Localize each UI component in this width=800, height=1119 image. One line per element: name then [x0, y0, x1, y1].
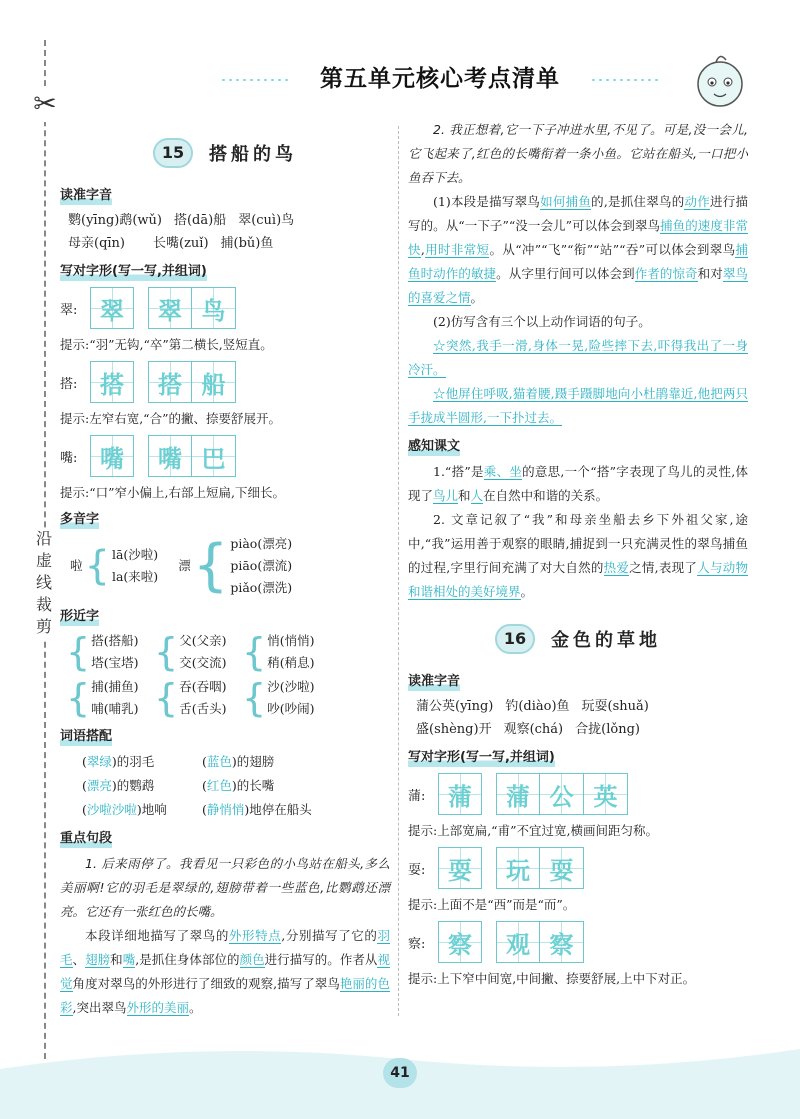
section-pronounce: 读准字音 — [408, 670, 460, 691]
write-hint: 提示:上面不是“西”而是“而”。 — [408, 897, 576, 912]
page-title: 第五单元核心考点清单 — [320, 65, 560, 92]
lesson-15-heading — [60, 128, 390, 178]
lesson-16-heading — [408, 614, 748, 664]
duoyin-group: 啦 { lā(沙啦) la(来啦) 漂 { piào(漂亮) piāo(漂流) piǎo(漂洗) — [70, 533, 293, 598]
header-dots-right — [590, 78, 660, 82]
char-cell: 察 — [438, 921, 482, 963]
question-2: (2)仿写含有三个以上动作词语的句子。 — [433, 314, 651, 329]
write-hint: 提示:“羽”无钩,“卒”第二横长,竖短直。 — [60, 337, 273, 352]
lesson-title: 金色的草地 — [551, 630, 661, 651]
section-key: 重点句段 — [60, 827, 112, 848]
write-hint: 提示:上部宽扁,“甫”不宜过宽,横画间距匀称。 — [408, 823, 658, 838]
char-cell: 船 — [192, 361, 236, 403]
page-header — [220, 62, 660, 96]
char-cell: 耍 — [438, 847, 482, 889]
brace-icon: { — [66, 630, 91, 674]
lesson-title: 搭船的鸟 — [209, 144, 297, 165]
question-1: (1)本段是描写翠鸟如何捕鱼的,是抓住翠鸟的动作进行描写的。从“一下子”“没一会儿”可以体会到翠鸟捕鱼的速度非常快,用时非常短。从“冲”“飞”“衔”“站”“吞”可以体会到翠鸟捕鱼时动作的敏捷。从字里行间可以体会到作者的惊奇和对翠鸟的喜爱之情。 — [408, 194, 748, 305]
brace-icon: { — [192, 533, 229, 598]
answer-sentence-1: ☆突然,我手一滑,身体一晃,险些摔下去,吓得我出了一身冷汗。 — [408, 338, 748, 377]
char-cell: 蒲 — [438, 773, 482, 815]
key-paragraph-1: 1. 后来雨停了。我看见一只彩色的小鸟站在船头,多么美丽啊!它的羽毛是翠绿的,翅膀带着一些蓝色,比鹦鹉还漂亮。它还有一张红色的长嘴。 — [60, 856, 390, 919]
lesson-number: 16 — [495, 624, 535, 654]
write-hint: 提示:上下窄中间宽,中间撇、捺要舒展,上中下对正。 — [408, 971, 696, 986]
section-ciyu: 词语搭配 — [60, 725, 112, 746]
write-hint: 提示:“口”窄小偏上,右部上短扁,下细长。 — [60, 485, 285, 500]
brace-icon: { — [84, 543, 110, 589]
ciyu-list: (翠绿)的羽毛 (蓝色)的翅膀 (漂亮)的鹦鹉 (红色)的长嘴 (沙啦沙啦)地响 (静悄悄)地停在船头 — [82, 754, 312, 817]
char-cell: 公 — [540, 773, 584, 815]
char-cell: 玩 — [496, 847, 540, 889]
char-cell: 蒲 — [496, 773, 540, 815]
char-cell: 英 — [584, 773, 628, 815]
section-write: 写对字形(写一写,并组词) — [60, 260, 207, 281]
write-row: 耍: 耍 玩 耍 — [408, 847, 748, 889]
char-cell: 搭 — [90, 361, 134, 403]
section-ganzhi: 感知课文 — [408, 435, 460, 456]
write-row: 搭: 搭 搭 船 — [60, 361, 390, 403]
xingjin-row: { 搭(搭船) 塔(宝塔) { 父(父亲) 交(交流) { 悄(悄悄) 稍(稍息) — [66, 630, 315, 674]
answer-sentence-2: ☆他屏住呼吸,猫着腰,蹑手蹑脚地向小杜鹃靠近,他把两只手拢成半圆形,一下扑过去。 — [408, 386, 748, 425]
mascot-icon — [690, 50, 750, 110]
brace-icon: { — [242, 630, 267, 674]
pronounce-list: 鹦(yīng)鹉(wǔ) 搭(dā)船 翠(cuì)鸟 母亲(qīn) 长嘴(zuǐ) 捕(bǔ)鱼 — [68, 213, 295, 251]
key-paragraph-2: 2. 我正想着,它一下子冲进水里,不见了。可是,没一会儿,它飞起来了,红色的长嘴衔着一条小鱼。它站在船头,一口把小鱼吞下去。 — [408, 122, 748, 185]
scissors-icon: ✂ — [30, 86, 60, 122]
char-cell: 观 — [496, 921, 540, 963]
brace-icon: { — [66, 676, 91, 720]
analysis-paragraph: 本段详细地描写了翠鸟的外形特点,分别描写了它的羽毛、翅膀和嘴,是抓住身体部位的颜色进行描写的。作者从视觉角度对翠鸟的外形进行了细致的观察,描写了翠鸟艳丽的色彩,突出翠鸟外形的美丽。 — [60, 928, 390, 1015]
char-cell: 翠 — [148, 287, 192, 329]
char-cell: 嘴 — [90, 435, 134, 477]
pronounce-list: 蒲公英(yīng) 钓(diào)鱼 玩耍(shuǎ) 盛(shèng)开 观察(chá) 合拢(lǒng) — [416, 699, 649, 737]
ganzhi-2: 2. 文章记叙了“我”和母亲坐船去乡下外祖父家,途中,“我”运用善于观察的眼睛,捕捉到一只充满灵性的翠鸟捕鱼的过程,字里行间充满了对大自然的热爱之情,表现了人与动物和谐相处的美好境界。 — [408, 512, 748, 599]
brace-icon: { — [154, 630, 179, 674]
left-column — [60, 118, 390, 1020]
write-hint: 提示:左窄右宽,“合”的撇、捺要舒展开。 — [60, 411, 281, 426]
section-write: 写对字形(写一写,并组词) — [408, 746, 555, 767]
section-pronounce: 读准字音 — [60, 184, 112, 205]
brace-icon: { — [242, 676, 267, 720]
section-duoyin: 多音字 — [60, 508, 99, 529]
char-cell: 察 — [540, 921, 584, 963]
ganzhi-1: 1.“搭”是乘、坐的意思,一个“搭”字表现了鸟儿的灵性,体现了鸟儿和人在自然中和谐的关系。 — [408, 464, 748, 503]
brace-icon: { — [154, 676, 179, 720]
char-cell: 搭 — [148, 361, 192, 403]
column-divider — [398, 126, 399, 1016]
write-row: 嘴: 嘴 嘴 巴 — [60, 435, 390, 477]
char-cell: 翠 — [90, 287, 134, 329]
char-cell: 鸟 — [192, 287, 236, 329]
lesson-number: 15 — [153, 138, 193, 168]
write-row: 蒲: 蒲 蒲 公 英 — [408, 773, 748, 815]
cut-label: 沿 虚 线 裁 剪 — [28, 528, 60, 638]
char-cell: 嘴 — [148, 435, 192, 477]
xingjin-row: { 捕(捕鱼) 哺(哺乳) { 吞(吞咽) 舌(舌头) { 沙(沙啦) 吵(吵闹) — [66, 676, 315, 720]
char-cell: 耍 — [540, 847, 584, 889]
write-row: 察: 察 观 察 — [408, 921, 748, 963]
char-cell: 巴 — [192, 435, 236, 477]
right-column — [408, 118, 748, 993]
page-number: 41 — [383, 1058, 417, 1088]
write-row: 翠: 翠 翠 鸟 — [60, 287, 390, 329]
section-xingjin: 形近字 — [60, 605, 99, 626]
